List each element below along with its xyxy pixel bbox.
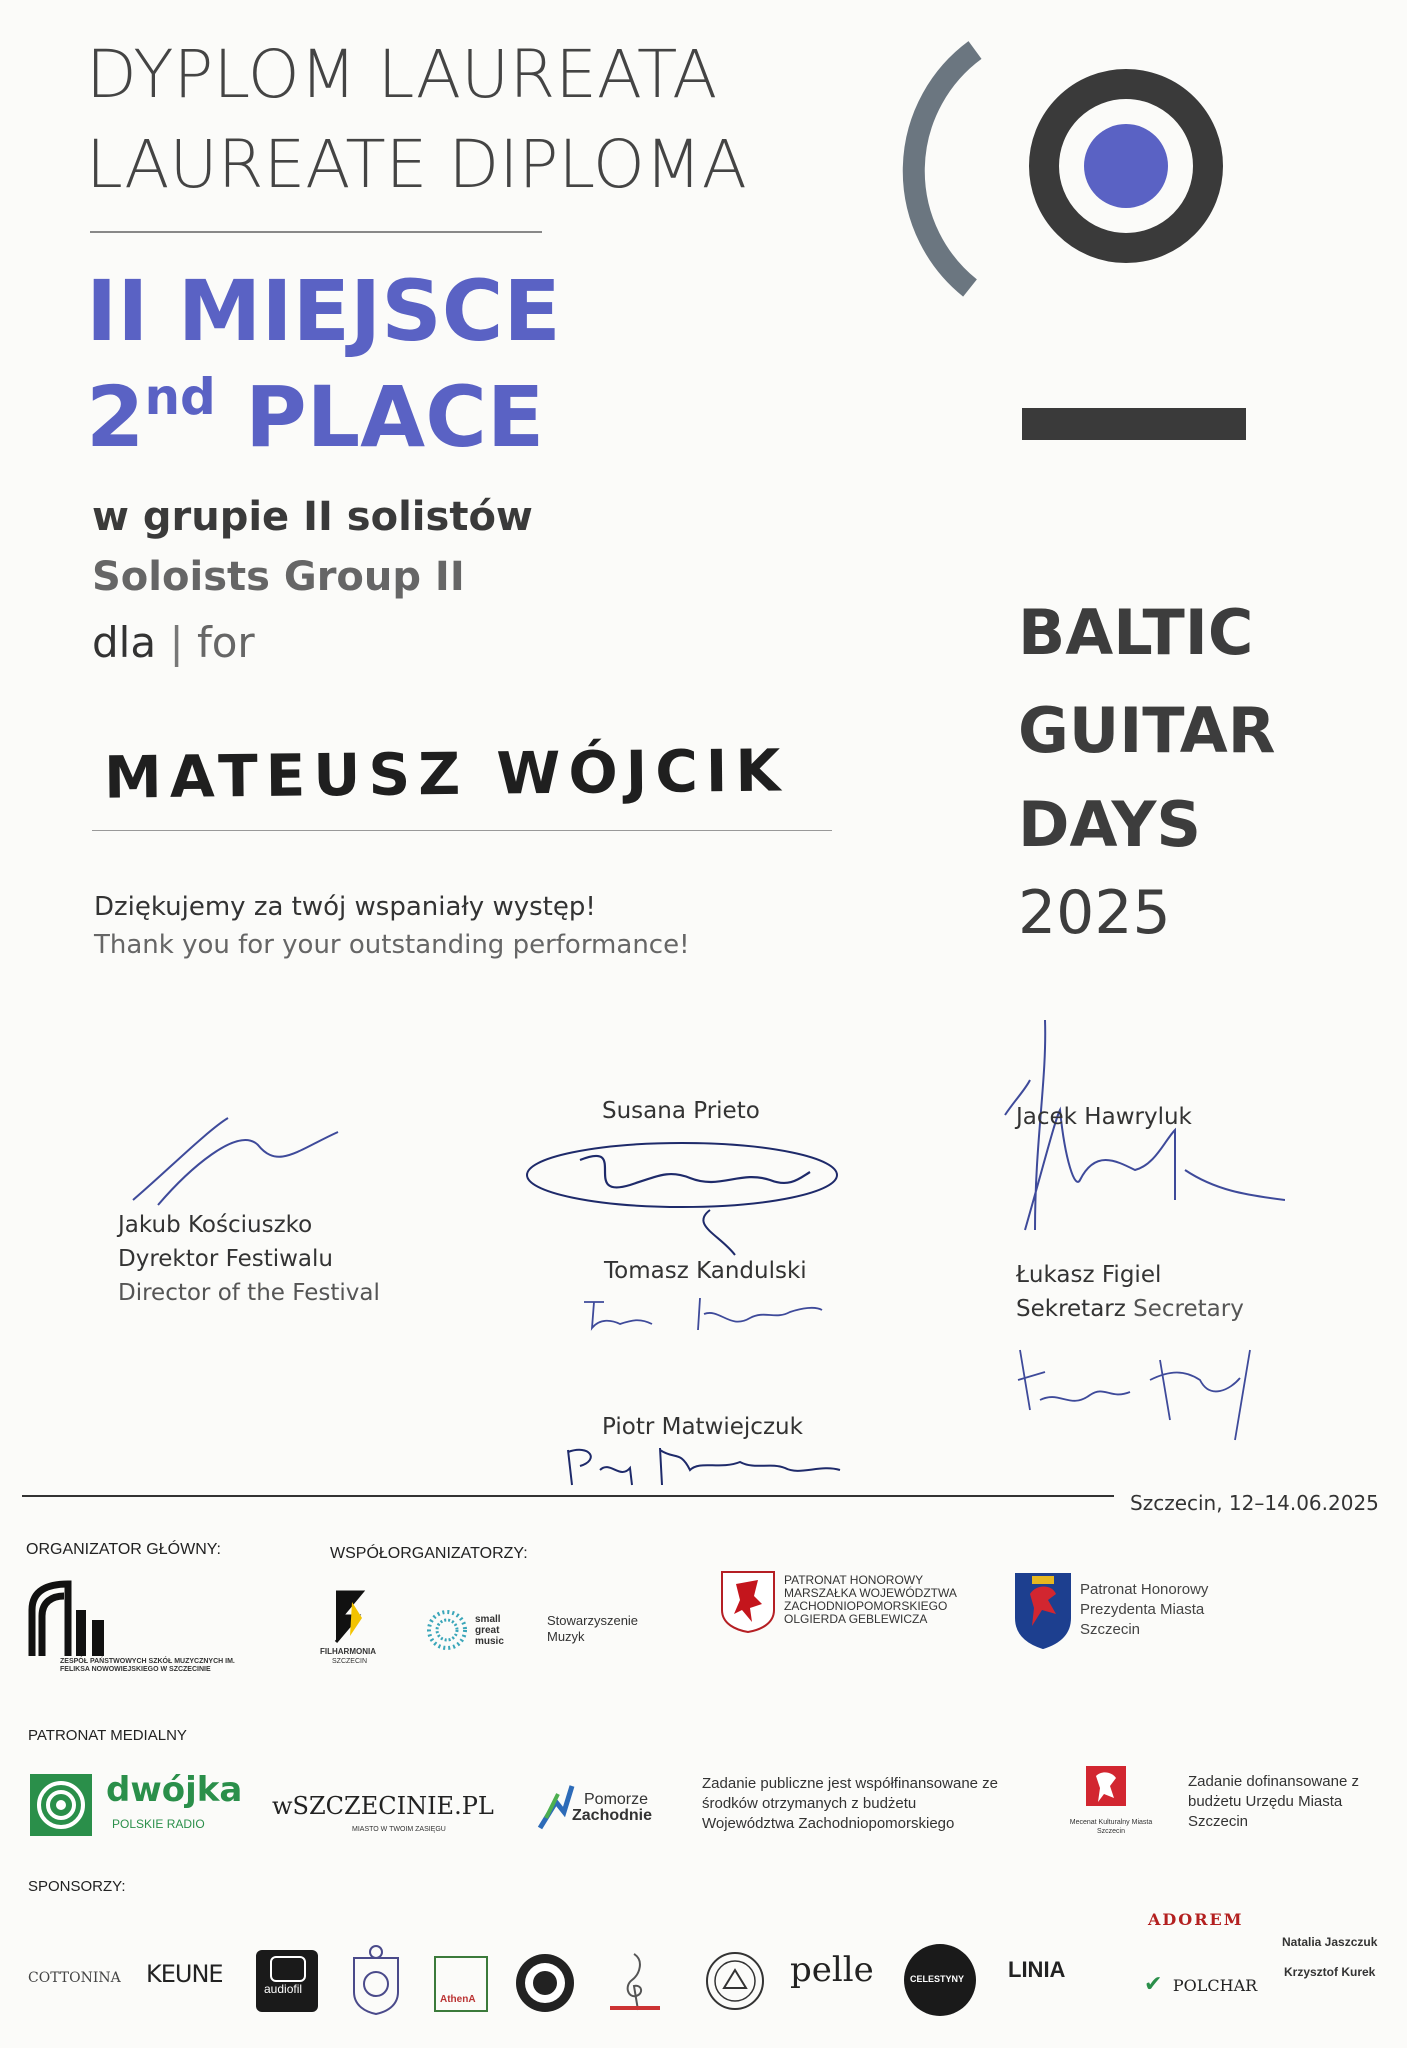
signature-figiel <box>1010 1340 1290 1450</box>
coat-of-arms-icon <box>346 1944 406 2016</box>
pomorze-zachodnie-logo: Pomorze Zachodnie <box>536 1782 576 1837</box>
sponsors-label: SPONSORZY: <box>28 1878 126 1895</box>
adorem-logo: ADOREM <box>1148 1910 1244 1929</box>
name-underline <box>92 830 832 831</box>
place-and-date: Szczecin, 12–14.06.2025 <box>1130 1491 1379 1515</box>
festival-name-line2: GUITAR <box>1018 694 1276 767</box>
regional-cofinancing-note: Zadanie publiczne jest współfinansowane ze środków otrzymanych z budżetu Województwa Zachodniopomorskiego <box>702 1775 999 1832</box>
stowarzyszenie-muzyk: Stowarzyszenie Muzyk <box>547 1613 639 1644</box>
polchar-icon: ✔ <box>1144 1972 1163 1997</box>
audiofil-logo: audiofil <box>256 1950 318 2012</box>
filharmonia-logo: FILHARMONIA SZCZECIN <box>318 1588 398 1674</box>
coorganizers-label: WSPÓŁORGANIZATORZY: <box>330 1545 528 1562</box>
griffin-crest-icon <box>720 1570 776 1634</box>
signatory-role: Sekretarz Secretary <box>1016 1296 1244 1322</box>
keune-logo: KEUNE <box>146 1960 223 1988</box>
recipient-name: MATEUSZ WÓJCIK <box>103 736 789 812</box>
signatory-role-en: Director of the Festival <box>118 1280 380 1306</box>
zpsm-logo-icon <box>28 1580 128 1658</box>
organizer-label: ORGANIZATOR GŁÓWNY: <box>26 1541 221 1558</box>
signatory-role-pl: Dyrektor Festiwalu <box>118 1246 333 1272</box>
thanks-en: Thank you for your outstanding performance! <box>94 930 690 960</box>
city-cofinancing-note: Zadanie dofinansowane z budżetu Urzędu Miasta Szczecin <box>1188 1773 1359 1830</box>
pelle-logo: pelle <box>790 1950 874 1990</box>
celestyny-logo: CELESTYNY <box>904 1944 976 2016</box>
circle-emblem-icon <box>704 1950 766 2012</box>
signatory-name: Jacek Hawryluk <box>1016 1104 1192 1130</box>
festival-name-line1: BALTIC <box>1018 596 1254 669</box>
group-en: Soloists Group II <box>92 554 465 600</box>
szczecin-crest-icon <box>1012 1570 1074 1650</box>
round-seal-icon <box>514 1952 576 2014</box>
marshal-patronage: PATRONAT HONOROWY MARSZAŁKA WOJEWÓDZTWA ZACHODNIOPOMORSKIEGO OLGIERDA GEBLEWICZA <box>720 1570 776 1639</box>
treble-clef-icon <box>600 1950 670 2016</box>
organizer-text: ZESPÓŁ PAŃSTWOWYCH SZKÓŁ MUZYCZNYCH IM. FELIKSA NOWOWIEJSKIEGO W SZCZECINIE <box>60 1658 235 1673</box>
signature-matwiejczuk <box>560 1440 850 1500</box>
diploma-title-en: LAUREATE DIPLOMA <box>86 126 747 203</box>
signatory-name: Susana Prieto <box>602 1098 760 1124</box>
media-patronage-label: PATRONAT MEDIALNY <box>28 1727 187 1744</box>
place-pl: II MIEJSCE <box>86 262 561 360</box>
signatory-name: Tomasz Kandulski <box>604 1258 807 1284</box>
title-divider <box>90 231 542 233</box>
polskie-radio-icon <box>30 1774 92 1836</box>
signature-kosciuszko <box>128 1110 358 1220</box>
for-line: dla | for <box>92 618 255 667</box>
polchar-logo: ✔ POLCHAR <box>1144 1972 1258 1997</box>
linia-logo: LINIA <box>1008 1957 1066 1982</box>
signature-hawryluk <box>985 1020 1285 1240</box>
dwojka-logo: dwójka POLSKIE RADIO <box>30 1774 92 1841</box>
festival-logo-icon <box>900 30 1280 450</box>
audiofil-icon <box>270 1956 306 1982</box>
signature-prieto <box>520 1130 850 1260</box>
place-en: 2nd PLACE <box>86 368 545 466</box>
diploma-title-pl: DYPLOM LAUREATA <box>86 36 718 113</box>
mecenat-icon <box>1066 1764 1148 1818</box>
group-pl: w grupie II solistów <box>92 494 533 540</box>
filharmonia-icon <box>318 1588 378 1646</box>
athena-logo: AthenA <box>434 1956 488 2012</box>
president-patronage: Patronat Honorowy Prezydenta Miasta Szczecin <box>1012 1570 1074 1655</box>
festival-year: 2025 <box>1018 878 1171 948</box>
mecenat-logo: Mecenat Kulturalny Miasta Szczecin <box>1066 1764 1148 1823</box>
signatory-name: Jakub Kościuszko <box>118 1212 313 1238</box>
sgm-icon <box>425 1608 469 1652</box>
signatory-name: Łukasz Figiel <box>1016 1262 1162 1288</box>
signature-kandulski <box>580 1290 840 1340</box>
festival-name-line3: DAYS <box>1018 788 1202 861</box>
footer-divider <box>22 1495 1114 1497</box>
pomorze-icon <box>536 1782 576 1832</box>
sponsor-person-2: Krzysztof Kurek <box>1284 1965 1376 1979</box>
signatory-name: Piotr Matwiejczuk <box>602 1414 803 1440</box>
sponsor-person-1: Natalia Jaszczuk <box>1282 1935 1378 1949</box>
thanks-pl: Dziękujemy za twój wspaniały występ! <box>94 892 596 922</box>
small-great-music-logo: small great music <box>425 1608 469 1657</box>
organizer-logo <box>28 1580 238 1680</box>
wszczecinie-logo: wSZCZECINIE.PL MIASTO W TWOIM ZASIĘGU <box>272 1792 494 1833</box>
cottonina-logo: COTTONINA <box>28 1970 121 1986</box>
